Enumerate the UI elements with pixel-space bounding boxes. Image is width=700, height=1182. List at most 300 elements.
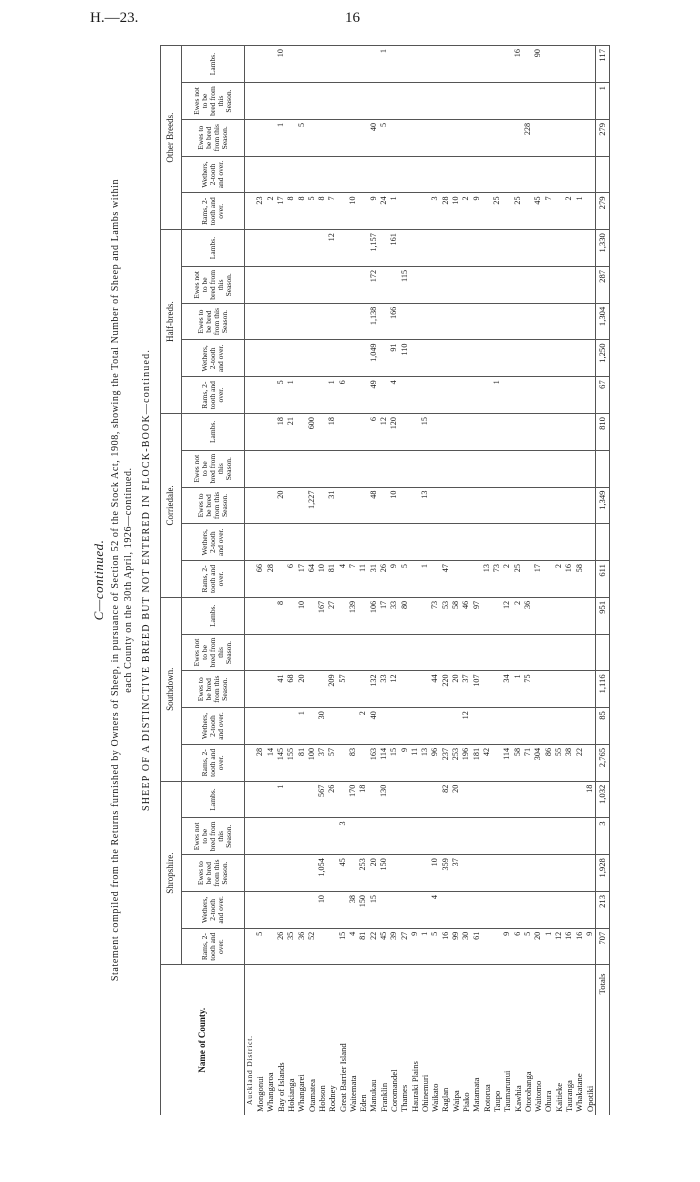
table-cell: 12 xyxy=(554,928,564,965)
table-cell xyxy=(296,377,306,414)
table-cell: 5 xyxy=(276,377,286,414)
total-cell: 707 xyxy=(596,928,610,965)
table-cell xyxy=(338,597,348,634)
county-name: Rodney xyxy=(327,965,337,1115)
table-cell: 120 xyxy=(389,414,399,451)
table-cell xyxy=(327,708,337,745)
table-cell xyxy=(307,708,317,745)
table-cell xyxy=(276,83,286,120)
county-name: Taumarunui xyxy=(502,965,512,1115)
county-name: Great Barrier Island xyxy=(338,965,348,1115)
table-cell xyxy=(554,818,564,855)
table-cell xyxy=(266,119,276,156)
county-name: Matamata xyxy=(472,965,482,1115)
table-cell xyxy=(348,818,358,855)
table-cell: 73 xyxy=(430,597,440,634)
table-cell xyxy=(255,450,265,487)
table-cell xyxy=(266,83,276,120)
table-cell xyxy=(358,450,368,487)
table-cell xyxy=(358,524,368,561)
table-cell: 359 xyxy=(441,855,451,892)
table-cell: 100 xyxy=(307,744,317,781)
table-cell xyxy=(533,891,543,928)
table-cell: 27 xyxy=(399,928,409,965)
table-cell: 23 xyxy=(255,193,265,230)
table-cell xyxy=(482,156,492,193)
table-cell: 1 xyxy=(296,708,306,745)
table-cell xyxy=(554,414,564,451)
table-cell xyxy=(492,414,502,451)
column-header: Wethers, 2-tooth and over. xyxy=(182,891,245,928)
table-cell xyxy=(307,450,317,487)
table-cell xyxy=(554,119,564,156)
table-cell xyxy=(554,377,564,414)
table-cell xyxy=(369,524,379,561)
table-cell xyxy=(327,46,337,83)
table-cell xyxy=(575,377,585,414)
table-cell xyxy=(492,340,502,377)
table-cell xyxy=(276,266,286,303)
table-cell xyxy=(307,119,317,156)
table-cell: 16 xyxy=(564,561,574,598)
county-name: Tauranga xyxy=(564,965,574,1115)
table-cell xyxy=(441,818,451,855)
table-cell: 13 xyxy=(420,487,430,524)
table-cell xyxy=(523,781,533,818)
table-cell xyxy=(255,487,265,524)
total-cell: 1,928 xyxy=(596,855,610,892)
table-cell xyxy=(399,230,409,267)
table-cell xyxy=(389,266,399,303)
table-row xyxy=(482,46,492,1116)
table-cell xyxy=(317,156,327,193)
table-cell xyxy=(338,119,348,156)
table-cell xyxy=(399,671,409,708)
table-cell: 253 xyxy=(358,855,368,892)
table-cell xyxy=(513,524,523,561)
table-cell: 99 xyxy=(451,928,461,965)
table-cell xyxy=(410,781,420,818)
table-row xyxy=(255,46,265,1116)
table-cell xyxy=(482,781,492,818)
county-name: Kawhia xyxy=(513,965,523,1115)
table-cell xyxy=(255,818,265,855)
column-header: Lambs. xyxy=(182,597,245,634)
table-cell: 145 xyxy=(276,744,286,781)
table-cell: 57 xyxy=(327,744,337,781)
table-cell xyxy=(441,266,451,303)
table-cell xyxy=(472,83,482,120)
column-header: Wethers, 2-tooth and over. xyxy=(182,340,245,377)
table-cell xyxy=(266,524,276,561)
table-cell xyxy=(296,266,306,303)
table-cell xyxy=(461,156,471,193)
table-cell xyxy=(327,634,337,671)
table-cell: 15 xyxy=(369,891,379,928)
table-cell: 16 xyxy=(564,928,574,965)
table-cell: 115 xyxy=(399,266,409,303)
table-cell xyxy=(430,450,440,487)
table-cell xyxy=(338,193,348,230)
table-cell xyxy=(379,634,389,671)
table-cell: 18 xyxy=(327,414,337,451)
table-cell xyxy=(317,46,327,83)
table-cell: 1 xyxy=(420,928,430,965)
county-name: Coromandel xyxy=(389,965,399,1115)
table-cell xyxy=(266,671,276,708)
table-cell xyxy=(399,450,409,487)
table-cell xyxy=(379,450,389,487)
table-cell xyxy=(410,561,420,598)
table-cell xyxy=(482,377,492,414)
table-cell: 20 xyxy=(276,487,286,524)
table-cell xyxy=(348,524,358,561)
table-cell xyxy=(307,303,317,340)
county-name: Otorohanga xyxy=(523,965,533,1115)
table-row xyxy=(502,46,512,1116)
table-cell: 20 xyxy=(533,928,543,965)
table-row xyxy=(358,46,368,1116)
table-cell xyxy=(379,340,389,377)
table-cell xyxy=(451,708,461,745)
table-cell xyxy=(348,450,358,487)
table-cell: 1 xyxy=(492,377,502,414)
table-cell xyxy=(575,891,585,928)
table-cell xyxy=(564,818,574,855)
table-cell xyxy=(544,708,554,745)
table-cell: 17 xyxy=(379,597,389,634)
table-cell xyxy=(585,634,596,671)
total-cell: 1,330 xyxy=(596,230,610,267)
table-cell xyxy=(564,83,574,120)
table-cell xyxy=(369,781,379,818)
table-cell xyxy=(430,266,440,303)
table-cell: 9 xyxy=(399,744,409,781)
table-cell xyxy=(420,230,430,267)
report-code: H.—23. xyxy=(90,10,139,26)
table-cell xyxy=(286,524,296,561)
table-cell xyxy=(430,340,440,377)
table-cell xyxy=(296,156,306,193)
table-cell xyxy=(348,83,358,120)
table-cell xyxy=(379,377,389,414)
table-cell xyxy=(513,781,523,818)
column-header: Rams, 2-tooth and over. xyxy=(182,561,245,598)
table-cell: 130 xyxy=(379,781,389,818)
table-cell xyxy=(523,156,533,193)
table-cell xyxy=(513,818,523,855)
table-row xyxy=(307,46,317,1116)
table-cell xyxy=(502,524,512,561)
table-cell xyxy=(544,46,554,83)
total-cell: 1,304 xyxy=(596,303,610,340)
table-cell xyxy=(420,266,430,303)
table-cell xyxy=(533,818,543,855)
table-cell xyxy=(513,83,523,120)
table-cell xyxy=(554,781,564,818)
table-cell xyxy=(399,193,409,230)
table-cell xyxy=(255,230,265,267)
table-cell: 97 xyxy=(472,597,482,634)
table-cell xyxy=(585,855,596,892)
table-cell: 25 xyxy=(492,193,502,230)
table-cell: 107 xyxy=(472,671,482,708)
table-cell xyxy=(472,781,482,818)
table-cell: 17 xyxy=(533,561,543,598)
table-cell xyxy=(266,487,276,524)
total-cell: 67 xyxy=(596,377,610,414)
table-cell xyxy=(430,303,440,340)
table-cell xyxy=(441,450,451,487)
table-cell xyxy=(564,340,574,377)
table-cell: 1,138 xyxy=(369,303,379,340)
table-cell xyxy=(410,340,420,377)
table-cell xyxy=(461,891,471,928)
table-cell: 5 xyxy=(399,561,409,598)
table-cell xyxy=(441,230,451,267)
table-cell xyxy=(255,303,265,340)
table-cell: 12 xyxy=(461,708,471,745)
caption-line-2: each County on the 30th April, 1926—continued. xyxy=(123,467,134,693)
table-cell xyxy=(523,891,533,928)
table-cell xyxy=(523,193,533,230)
table-cell xyxy=(410,266,420,303)
table-cell xyxy=(296,83,306,120)
table-cell xyxy=(533,303,543,340)
table-cell xyxy=(461,303,471,340)
table-cell: 12 xyxy=(379,414,389,451)
table-cell: 57 xyxy=(338,671,348,708)
table-cell xyxy=(533,340,543,377)
table-cell: 172 xyxy=(369,266,379,303)
table-cell xyxy=(554,46,564,83)
table-cell xyxy=(461,634,471,671)
table-cell xyxy=(492,928,502,965)
table-cell xyxy=(451,340,461,377)
table-cell xyxy=(451,450,461,487)
table-row xyxy=(461,46,471,1116)
table-cell xyxy=(399,855,409,892)
table-cell xyxy=(585,487,596,524)
table-cell: 3 xyxy=(430,193,440,230)
table-cell: 20 xyxy=(451,781,461,818)
column-header: Wethers, 2-tooth and over. xyxy=(182,156,245,193)
table-cell xyxy=(523,230,533,267)
table-cell xyxy=(389,891,399,928)
table-cell xyxy=(575,46,585,83)
table-cell xyxy=(502,450,512,487)
table-cell xyxy=(461,266,471,303)
table-cell xyxy=(296,818,306,855)
table-cell xyxy=(369,156,379,193)
total-cell: 117 xyxy=(596,46,610,83)
table-cell xyxy=(523,83,533,120)
table-cell xyxy=(451,561,461,598)
table-cell xyxy=(544,266,554,303)
table-cell: 163 xyxy=(369,744,379,781)
table-cell xyxy=(430,119,440,156)
table-cell xyxy=(575,230,585,267)
table-cell xyxy=(492,524,502,561)
table-cell xyxy=(441,891,451,928)
table-cell: 34 xyxy=(502,671,512,708)
table-cell: 81 xyxy=(327,561,337,598)
table-cell xyxy=(544,450,554,487)
table-cell xyxy=(420,46,430,83)
table-cell: 1 xyxy=(513,671,523,708)
table-cell xyxy=(276,891,286,928)
table-cell xyxy=(564,450,574,487)
table-cell xyxy=(451,891,461,928)
table-cell xyxy=(564,524,574,561)
table-cell xyxy=(482,193,492,230)
table-cell: 22 xyxy=(369,928,379,965)
table-cell xyxy=(482,597,492,634)
table-cell xyxy=(255,266,265,303)
table-cell xyxy=(327,450,337,487)
column-header: Ewes not to be bred from this Season. xyxy=(182,818,245,855)
table-cell xyxy=(554,266,564,303)
table-cell xyxy=(410,414,420,451)
table-cell: 37 xyxy=(317,744,327,781)
table-cell xyxy=(544,303,554,340)
table-cell xyxy=(492,303,502,340)
table-cell xyxy=(554,597,564,634)
table-cell xyxy=(544,487,554,524)
table-cell xyxy=(564,230,574,267)
column-header: Ewes to be bred from this Season. xyxy=(182,303,245,340)
table-cell xyxy=(410,46,420,83)
table-cell xyxy=(327,303,337,340)
table-cell: 5 xyxy=(307,193,317,230)
table-cell xyxy=(338,303,348,340)
table-cell xyxy=(513,230,523,267)
table-cell: 58 xyxy=(575,561,585,598)
table-cell xyxy=(255,377,265,414)
table-cell: 30 xyxy=(317,708,327,745)
table-cell xyxy=(564,303,574,340)
total-cell: 810 xyxy=(596,414,610,451)
table-cell: 83 xyxy=(348,744,358,781)
table-cell xyxy=(255,597,265,634)
table-cell xyxy=(420,891,430,928)
table-cell: 3 xyxy=(338,818,348,855)
table-cell: 8 xyxy=(296,193,306,230)
table-cell xyxy=(379,230,389,267)
table-cell xyxy=(502,781,512,818)
table-cell: 6 xyxy=(338,377,348,414)
table-cell xyxy=(554,708,564,745)
table-cell: 9 xyxy=(389,561,399,598)
table-row xyxy=(451,46,461,1116)
table-cell xyxy=(451,818,461,855)
table-cell: 110 xyxy=(399,340,409,377)
table-cell xyxy=(307,634,317,671)
total-cell: 1,250 xyxy=(596,340,610,377)
table-cell xyxy=(379,524,389,561)
table-cell xyxy=(544,340,554,377)
table-cell xyxy=(502,377,512,414)
table-cell xyxy=(255,414,265,451)
table-cell xyxy=(513,855,523,892)
table-cell xyxy=(286,119,296,156)
table-cell: 139 xyxy=(348,597,358,634)
table-cell xyxy=(472,487,482,524)
table-cell xyxy=(338,708,348,745)
table-cell xyxy=(502,855,512,892)
table-cell: 40 xyxy=(369,708,379,745)
table-row xyxy=(441,46,451,1116)
table-cell xyxy=(307,891,317,928)
table-cell xyxy=(317,266,327,303)
table-cell xyxy=(307,266,317,303)
table-cell xyxy=(338,340,348,377)
table-cell xyxy=(307,818,317,855)
table-cell xyxy=(327,266,337,303)
table-cell xyxy=(472,303,482,340)
table-cell xyxy=(286,450,296,487)
table-cell: 5 xyxy=(523,928,533,965)
table-cell xyxy=(420,855,430,892)
total-cell: 3 xyxy=(596,818,610,855)
table-cell xyxy=(461,781,471,818)
table-cell xyxy=(472,524,482,561)
table-cell xyxy=(255,156,265,193)
table-cell xyxy=(441,708,451,745)
totals-row xyxy=(596,46,610,1116)
table-cell: 10 xyxy=(430,855,440,892)
table-cell xyxy=(338,83,348,120)
table-cell: 15 xyxy=(420,414,430,451)
table-cell xyxy=(533,266,543,303)
table-cell xyxy=(482,708,492,745)
group-header: Corriedale. xyxy=(161,414,182,598)
table-cell xyxy=(276,340,286,377)
table-cell xyxy=(472,450,482,487)
table-cell xyxy=(410,524,420,561)
table-row xyxy=(379,46,389,1116)
table-cell xyxy=(502,193,512,230)
table-cell xyxy=(513,377,523,414)
table-cell xyxy=(523,855,533,892)
table-cell xyxy=(564,855,574,892)
table-cell: 73 xyxy=(492,561,502,598)
table-cell xyxy=(461,450,471,487)
table-cell xyxy=(564,377,574,414)
table-row xyxy=(317,46,327,1116)
table-cell xyxy=(461,377,471,414)
table-cell: 12 xyxy=(389,671,399,708)
table-cell xyxy=(461,855,471,892)
table-cell xyxy=(399,708,409,745)
table-cell xyxy=(461,83,471,120)
table-cell xyxy=(348,708,358,745)
table-cell xyxy=(472,818,482,855)
table-cell xyxy=(564,156,574,193)
total-cell: 2,765 xyxy=(596,744,610,781)
totals-label: Totals xyxy=(596,965,610,1115)
table-cell xyxy=(451,377,461,414)
table-cell xyxy=(286,597,296,634)
table-cell xyxy=(358,487,368,524)
table-cell xyxy=(399,524,409,561)
table-cell: 237 xyxy=(441,744,451,781)
table-cell xyxy=(482,928,492,965)
column-header: Rams, 2-tooth and over. xyxy=(182,744,245,781)
column-header: Ewes not to be bred from this Season. xyxy=(182,450,245,487)
table-cell xyxy=(544,524,554,561)
table-cell xyxy=(523,818,533,855)
